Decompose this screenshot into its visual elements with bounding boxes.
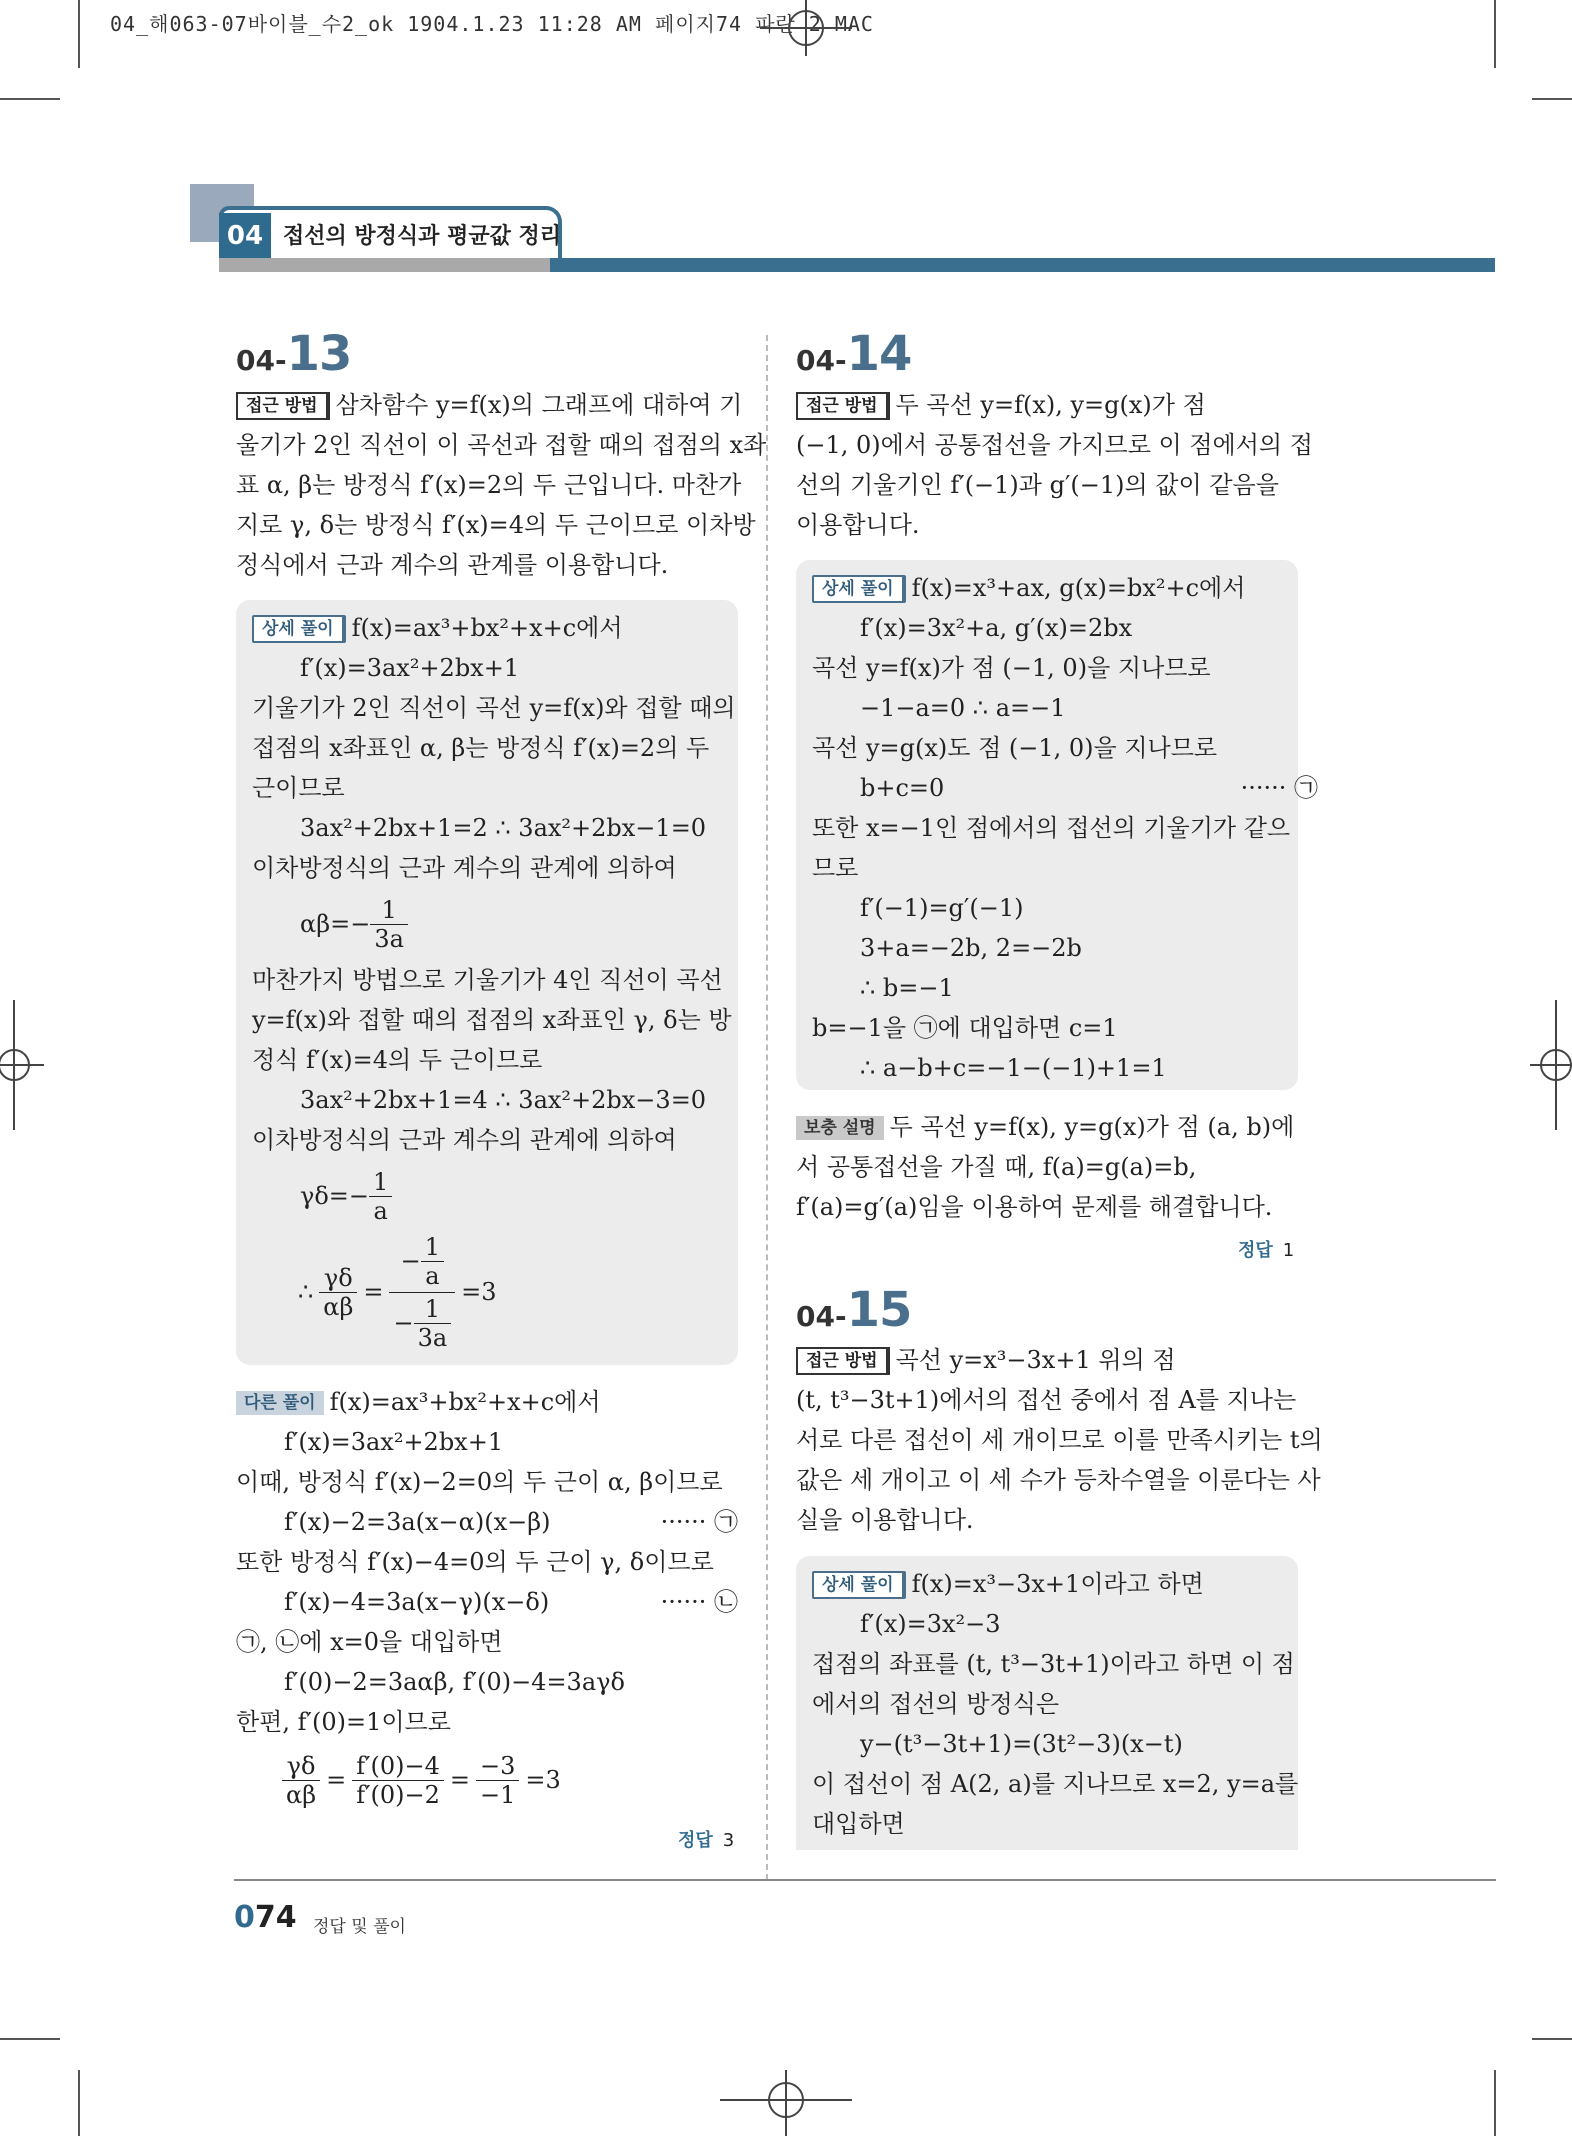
crop-mark xyxy=(0,98,60,100)
detail-line: −1−a=0 ∴ a=−1 xyxy=(860,694,1066,722)
approach-tag: 접근 방법 xyxy=(236,392,330,420)
fraction xyxy=(421,1233,444,1290)
fraction-denominator: αβ xyxy=(323,1292,354,1321)
fraction-numerator: 1 xyxy=(414,1295,452,1324)
crop-mark xyxy=(0,2038,60,2040)
approach-line: 표 α, β는 방정식 f′(x)=2의 두 근입니다. 마찬가 xyxy=(236,471,742,499)
other-solution-tag: 다른 풀이 xyxy=(236,1391,324,1415)
approach-tag: 접근 방법 xyxy=(796,392,890,420)
detail-line: ∴ b=−1 xyxy=(860,974,954,1002)
approach-line: (t, t³−3t+1)에서의 접선 중에서 점 A를 지나는 xyxy=(796,1386,1297,1414)
fraction-denominator: 3a xyxy=(417,1323,448,1352)
fraction xyxy=(352,1752,444,1809)
detail-line: 또한 x=−1인 점에서의 접선의 기울기가 같으 xyxy=(812,814,1291,842)
detail-fraction-line xyxy=(252,1160,736,1232)
fraction-numerator: 1 xyxy=(369,1168,392,1197)
other-line: 또한 방정식 f′(x)−4=0의 두 근이 γ, δ이므로 xyxy=(236,1548,714,1576)
crop-mark xyxy=(78,0,80,68)
detail-line: ∴ a−b+c=−1−(−1)+1=1 xyxy=(860,1054,1167,1082)
extra-line: f′(a)=g′(a)임을 이용하여 문제를 해결합니다. xyxy=(796,1193,1273,1221)
equals-sign: = xyxy=(363,1278,384,1306)
compound-fraction xyxy=(389,1233,455,1352)
detail-line: y−(t³−3t+1)=(3t²−3)(x−t) xyxy=(860,1730,1183,1758)
approach-line: 정식에서 근과 계수의 관계를 이용합니다. xyxy=(236,551,669,579)
equals-sign: = xyxy=(449,1766,471,1794)
approach-line: 서로 다른 접선이 세 개이므로 이를 만족시키는 t의 xyxy=(796,1426,1323,1454)
crop-mark xyxy=(1532,2038,1572,2040)
detail-line: 대입하면 xyxy=(812,1810,905,1838)
page-number-zero: 0 xyxy=(234,1900,255,1935)
sign: − xyxy=(400,1247,421,1275)
approach-tag: 접근 방법 xyxy=(796,1347,890,1375)
registration-mark-left xyxy=(0,1000,46,1130)
other-line xyxy=(236,1502,738,1542)
problem-15-detail xyxy=(812,1564,1298,1844)
fraction-numerator: γδ xyxy=(282,1752,320,1781)
problem-number: 13 xyxy=(286,326,352,382)
other-line: f′(0)−2=3aαβ, f′(0)−4=3aγδ xyxy=(284,1668,625,1696)
detail-line: y=f(x)와 접할 때의 접점의 x좌표인 γ, δ는 방 xyxy=(252,1006,732,1034)
sign: − xyxy=(393,1309,414,1337)
problem-13-other-solution xyxy=(236,1382,738,1818)
detail-line: 3ax²+2bx+1=2 ∴ 3ax²+2bx−1=0 xyxy=(300,814,707,842)
equation-marker: ······ ㉡ xyxy=(660,1588,738,1616)
detail-line: 곡선 y=f(x)가 점 (−1, 0)을 지나므로 xyxy=(812,654,1211,682)
fraction-denominator: 3a xyxy=(374,924,404,953)
approach-line: 곡선 y=x³−3x+1 위의 점 xyxy=(895,1346,1176,1374)
detail-line: 3+a=−2b, 2=−2b xyxy=(860,934,1082,962)
problem-13-answer xyxy=(678,1826,734,1852)
other-line: ㉠, ㉡에 x=0을 대입하면 xyxy=(236,1628,503,1656)
fraction xyxy=(369,1168,392,1225)
fraction-denominator: f′(0)−2 xyxy=(356,1780,440,1809)
problem-number: 15 xyxy=(846,1282,912,1338)
detail-line: 에서의 접선의 방정식은 xyxy=(812,1690,1060,1718)
problem-number: 14 xyxy=(846,326,912,382)
result: =3 xyxy=(525,1766,561,1794)
fraction-lhs: γδ=− xyxy=(300,1182,370,1210)
detail-line: 므로 xyxy=(812,854,859,882)
therefore-symbol: ∴ xyxy=(298,1278,314,1306)
compound-denominator xyxy=(389,1293,455,1352)
detail-line: f′(x)=3x²−3 xyxy=(860,1610,1001,1638)
fraction-numerator: 1 xyxy=(421,1233,444,1262)
crop-mark xyxy=(1494,2070,1496,2136)
fraction-denominator: −1 xyxy=(480,1780,516,1809)
detail-line: f(x)=ax³+bx²+x+c에서 xyxy=(351,614,623,642)
problem-13-approach xyxy=(236,385,766,585)
problem-13-heading xyxy=(236,326,351,382)
detail-line xyxy=(812,768,1318,808)
equals-sign: = xyxy=(326,1766,347,1794)
fraction-denominator: αβ xyxy=(286,1780,317,1809)
approach-line: 지로 γ, δ는 방정식 f′(x)=4의 두 근이므로 이차방 xyxy=(236,511,756,539)
detail-line: 근이므로 xyxy=(252,774,345,802)
answer-label: 정답 xyxy=(1238,1240,1273,1261)
detail-line: f′(x)=3x²+a, g′(x)=2bx xyxy=(860,614,1133,642)
crop-mark xyxy=(1532,98,1572,100)
printer-slug: 04_해063-07바이블_수2_ok 1904.1.23 11:28 AM 페이지74 파란 2 MAC xyxy=(110,12,874,36)
detail-line: 이 접선이 점 A(2, a)를 지나므로 x=2, y=a를 xyxy=(812,1770,1299,1798)
fraction xyxy=(319,1264,357,1321)
problem-prefix: 04- xyxy=(796,1300,847,1333)
problem-14-answer xyxy=(1238,1236,1294,1262)
equation: b+c=0 xyxy=(860,774,945,802)
footer-rule xyxy=(234,1879,1496,1881)
equation: f′(x)−2=3a(x−α)(x−β) xyxy=(284,1508,551,1536)
registration-mark-bottom xyxy=(720,2070,852,2136)
detail-line: 3ax²+2bx+1=4 ∴ 3ax²+2bx−3=0 xyxy=(300,1086,707,1114)
extra-note-tag: 보충 설명 xyxy=(796,1116,884,1140)
extra-line: 서 공통접선을 가질 때, f(a)=g(a)=b, xyxy=(796,1153,1197,1181)
page-number xyxy=(234,1900,297,1935)
detail-line: 기울기가 2인 직선이 곡선 y=f(x)와 접할 때의 xyxy=(252,694,736,722)
registration-mark-top xyxy=(760,0,852,56)
other-line: 이때, 방정식 f′(x)−2=0의 두 근이 α, β이므로 xyxy=(236,1468,723,1496)
detail-line: 곡선 y=g(x)도 점 (−1, 0)을 지나므로 xyxy=(812,734,1218,762)
approach-line: 울기가 2인 직선이 이 곡선과 접할 때의 접점의 x좌 xyxy=(236,431,767,459)
detail-line: 마찬가지 방법으로 기울기가 4인 직선이 곡선 xyxy=(252,966,723,994)
approach-line: 선의 기울기인 f′(−1)과 g′(−1)의 값이 같음을 xyxy=(796,471,1279,499)
problem-15-approach xyxy=(796,1340,1323,1540)
other-line: f′(x)=3ax²+2bx+1 xyxy=(284,1428,504,1456)
fraction-numerator: 1 xyxy=(370,896,408,925)
registration-mark-right xyxy=(1528,1000,1572,1130)
crop-mark xyxy=(1494,0,1496,68)
page-number-digits: 74 xyxy=(254,1900,297,1935)
answer-value: 1 xyxy=(1282,1240,1295,1261)
detail-line: f′(x)=3ax²+2bx+1 xyxy=(300,654,520,682)
detail-tag: 상세 풀이 xyxy=(812,575,906,603)
approach-line: (−1, 0)에서 공통접선을 가지므로 이 점에서의 접 xyxy=(796,431,1313,459)
fraction xyxy=(476,1752,519,1809)
answer-value: 3 xyxy=(722,1830,735,1851)
approach-line: 실을 이용합니다. xyxy=(796,1506,974,1534)
detail-line: b=−1을 ㉠에 대입하면 c=1 xyxy=(812,1014,1118,1042)
problem-14-heading xyxy=(796,326,911,382)
fraction-lhs: αβ=− xyxy=(300,910,371,938)
fraction xyxy=(414,1295,452,1352)
approach-line: 값은 세 개이고 이 세 수가 등차수열을 이룬다는 사 xyxy=(796,1466,1321,1494)
other-line: 한편, f′(0)=1이므로 xyxy=(236,1708,451,1736)
detail-fraction-line xyxy=(252,888,736,960)
fraction-denominator: a xyxy=(373,1196,388,1225)
equation-marker: ······ ㉠ xyxy=(660,1508,738,1536)
equation: f′(x)−4=3a(x−γ)(x−δ) xyxy=(284,1588,550,1616)
fraction xyxy=(370,896,408,953)
fraction-numerator: −3 xyxy=(476,1752,519,1781)
detail-line: 접점의 좌표를 (t, t³−3t+1)이라고 하면 이 점 xyxy=(812,1650,1295,1678)
detail-tag: 상세 풀이 xyxy=(252,615,346,643)
crop-mark xyxy=(78,2070,80,2136)
page-section-label: 정답 및 풀이 xyxy=(313,1917,406,1937)
result: =3 xyxy=(461,1278,497,1306)
detail-line: 접점의 x좌표인 α, β는 방정식 f′(x)=2의 두 xyxy=(252,734,710,762)
problem-15-heading xyxy=(796,1282,911,1338)
detail-compound-fraction-line xyxy=(252,1232,736,1352)
chapter-rule-gray xyxy=(219,258,559,272)
detail-line: 정식 f′(x)=4의 두 근이므로 xyxy=(252,1046,543,1074)
chapter-rule-blue xyxy=(550,258,1495,272)
detail-line: f′(−1)=g′(−1) xyxy=(860,894,1024,922)
fraction-denominator: a xyxy=(425,1261,440,1290)
problem-14-extra-note xyxy=(796,1107,1294,1227)
other-fraction-line xyxy=(236,1742,738,1818)
problem-prefix: 04- xyxy=(796,344,847,377)
other-line xyxy=(236,1582,738,1622)
approach-line: 두 곡선 y=f(x), y=g(x)가 점 xyxy=(895,391,1206,419)
detail-line: 이차방정식의 근과 계수의 관계에 의하여 xyxy=(252,1126,677,1154)
other-line: f(x)=ax³+bx²+x+c에서 xyxy=(329,1388,601,1416)
approach-line: 삼차함수 y=f(x)의 그래프에 대하여 기 xyxy=(335,391,743,419)
detail-tag: 상세 풀이 xyxy=(812,1571,906,1599)
fraction-numerator: f′(0)−4 xyxy=(352,1752,444,1781)
approach-line: 이용합니다. xyxy=(796,511,920,539)
problem-prefix: 04- xyxy=(236,344,287,377)
fraction-numerator: γδ xyxy=(319,1264,357,1293)
detail-line: 이차방정식의 근과 계수의 관계에 의하여 xyxy=(252,854,677,882)
chapter-number: 04 xyxy=(219,213,271,258)
problem-14-approach xyxy=(796,385,1313,545)
extra-line: 두 곡선 y=f(x), y=g(x)가 점 (a, b)에 xyxy=(889,1113,1295,1141)
fraction xyxy=(282,1752,320,1809)
detail-line: f(x)=x³+ax, g(x)=bx²+c에서 xyxy=(911,574,1246,602)
problem-14-detail xyxy=(812,568,1318,1088)
chapter-title: 접선의 방정식과 평균값 정리 xyxy=(283,224,562,249)
equation-marker: ······ ㉠ xyxy=(1240,774,1318,802)
problem-13-detail xyxy=(252,608,736,1352)
compound-numerator xyxy=(389,1233,455,1293)
detail-line: f(x)=x³−3x+1이라고 하면 xyxy=(911,1570,1204,1598)
answer-label: 정답 xyxy=(678,1830,713,1851)
